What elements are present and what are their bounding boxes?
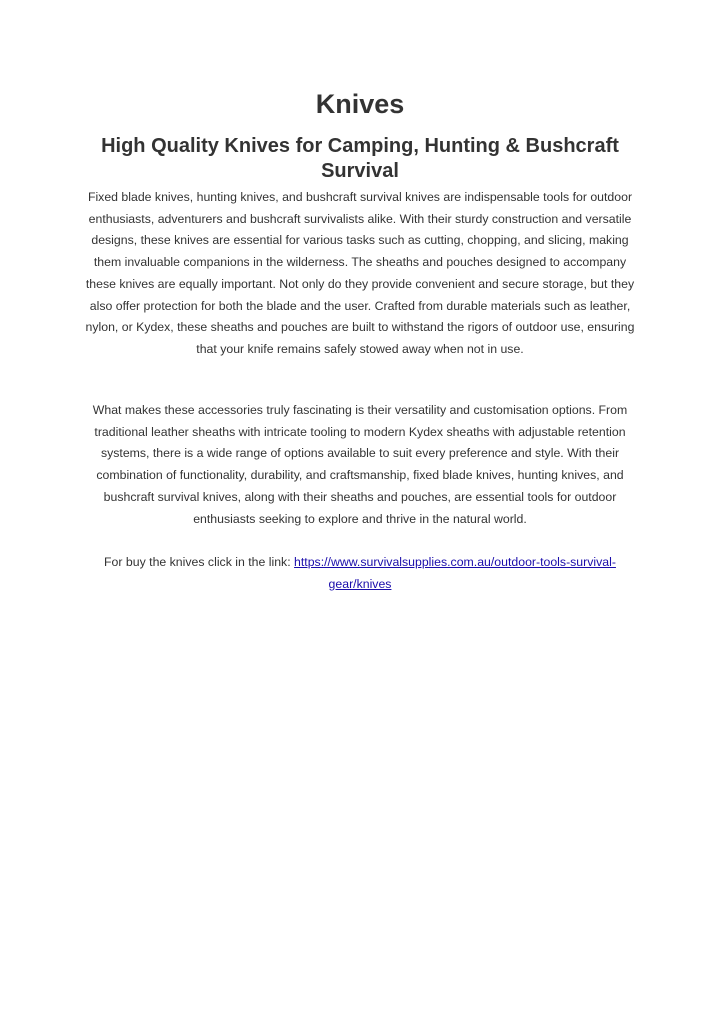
- page-subtitle: High Quality Knives for Camping, Hunting & Bushcraft Survival: [101, 135, 619, 182]
- link-paragraph: [90, 552, 630, 595]
- intro-paragraph: Fixed blade knives, hunting knives, and bushcraft survival knives are indispensable tools for outdoor enthusiasts, adventurers and bushcraft survivalists alike. With their sturdy construction and versatile designs, these knives are essential for various tasks such as cutting, chopping, and slicing, making them invaluable companions in the wilderness. The sheaths and pouches designed to accompany these knives are equally important. Not only do they provide convenient and secure storage, but they also offer protection for both the blade and the user. Crafted from durable materials such as leather, nylon, or Kydex, these sheaths and pouches are built to withstand the rigors of outdoor use, ensuring that your knife remains safely stowed away when not in use.: [85, 190, 635, 356]
- page-title: Knives: [315, 89, 405, 119]
- link-intro-text: For buy the knives click in the link:: [104, 555, 295, 569]
- knives-link[interactable]: https://www.survivalsupplies.com.au/outdoor-tools-survival-gear/knives: [294, 555, 616, 591]
- accessories-paragraph: What makes these accessories truly fascinating is their versatility and customisation options. From traditional leather sheaths with intricate tooling to modern Kydex sheaths with adjustable retention systems, there is a wide range of options available to suit every preference and style. With their combination of functionality, durability, and craftsmanship, fixed blade knives, hunting knives, and bushcraft survival knives, along with their sheaths and pouches, are essential tools for outdoor enthusiasts seeking to explore and thrive in the natural world.: [92, 403, 628, 526]
